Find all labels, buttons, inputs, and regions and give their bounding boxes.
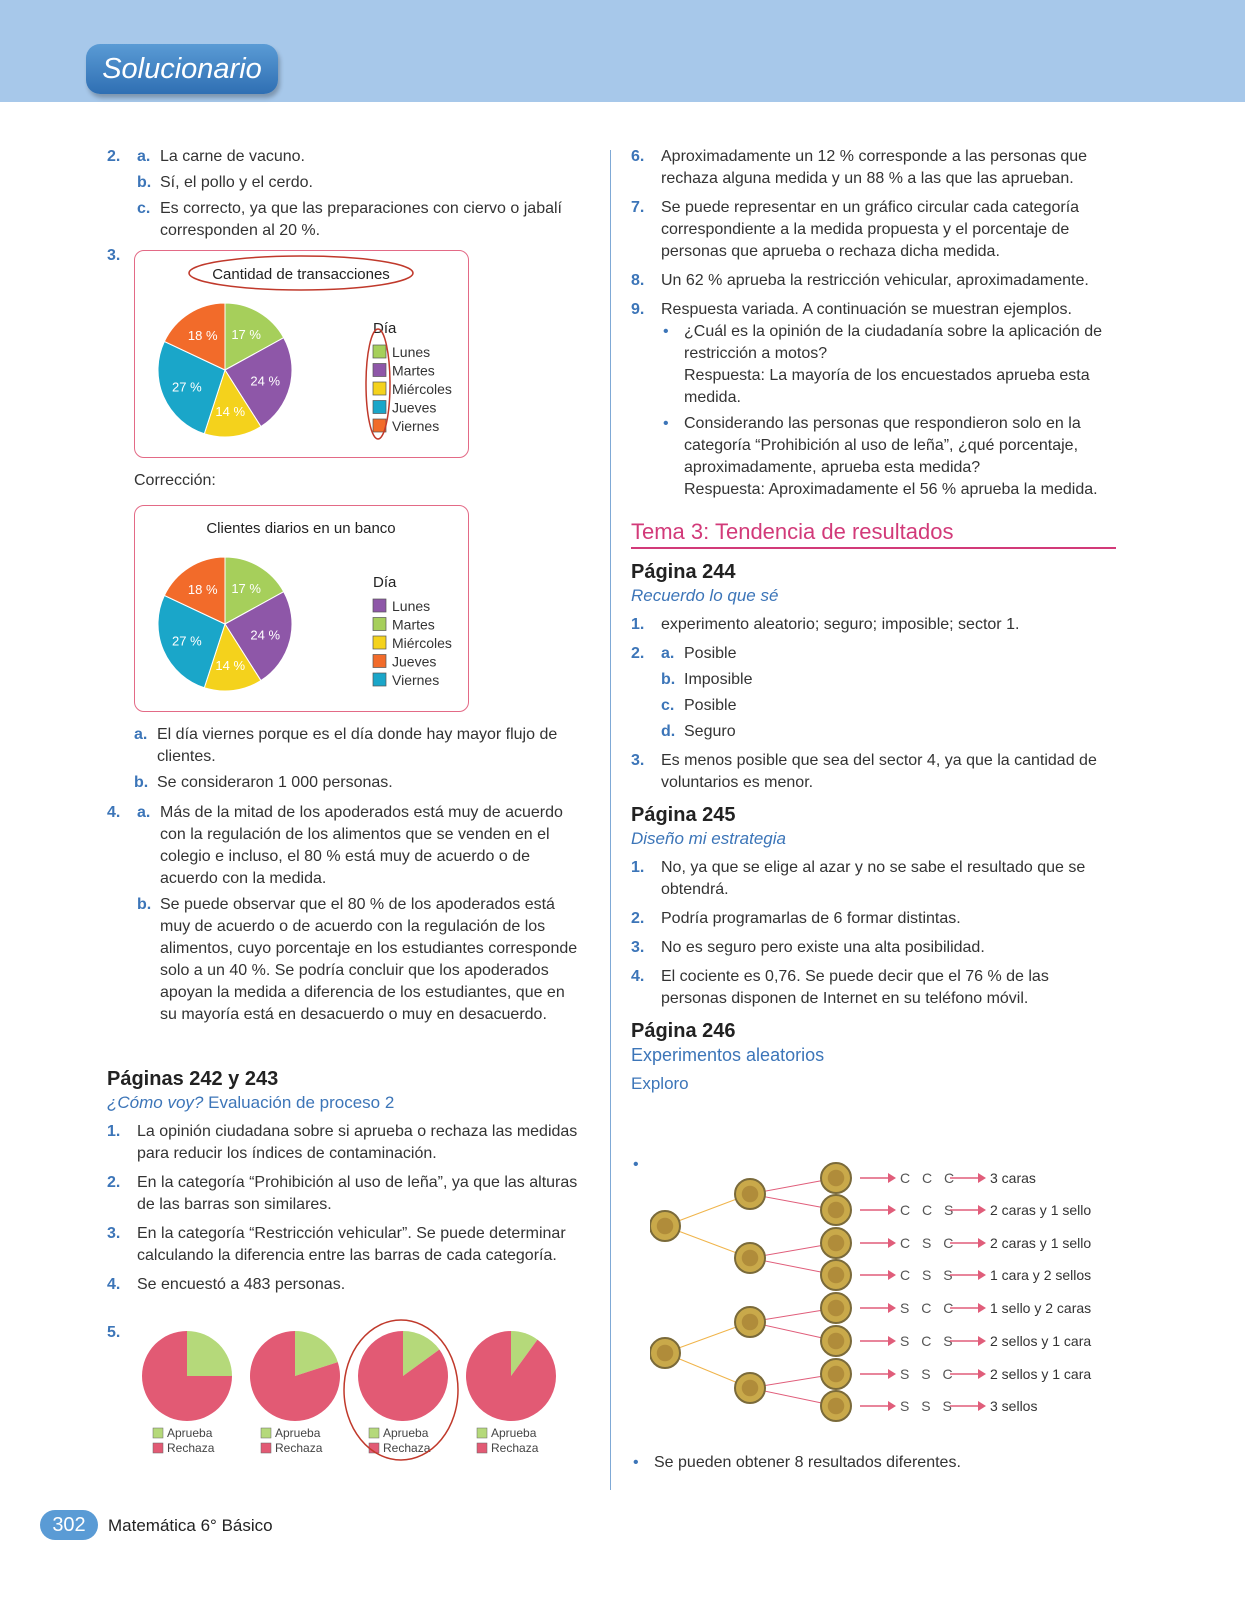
legend-label: Jueves bbox=[392, 653, 437, 670]
tree-result: 2 caras y 1 sello bbox=[990, 1202, 1092, 1218]
coin-center bbox=[828, 1333, 845, 1350]
legend-label: Martes bbox=[392, 616, 435, 633]
tree-sequence: C C S bbox=[900, 1202, 958, 1218]
answer-4a: a. Más de la mitad de los apoderados está muy de acuerdo con la regulación de los alimentos que se venden en el colegio e incluso, el 80 % está muy de acuerdo o de acuerdo con la medida. bbox=[137, 804, 563, 887]
tree-sequence: S C S bbox=[900, 1333, 957, 1349]
page-244-subtitle: Recuerdo lo que sé bbox=[631, 586, 779, 605]
page-244-title: Página 244 bbox=[631, 561, 736, 583]
question-2: 2. a. La carne de vacuno. b. Sí, el pollo y el cerdo. c. Es correcto, ya que las preparaciones con ciervo o jabalí corresponden al 20 %. bbox=[107, 146, 592, 242]
tree-result: 2 sellos y 1 cara bbox=[990, 1366, 1092, 1382]
list-item: 1. No, ya que se elige al azar y no se sabe el resultado que se obtendrá. bbox=[631, 859, 1086, 898]
pie-chart-2 bbox=[135, 506, 468, 711]
list-item: 3. Es menos posible que sea del sector 4, ya que la cantidad de voluntarios es menor. bbox=[631, 752, 1097, 791]
legend-label: Aprueba bbox=[275, 1426, 321, 1440]
list-item: 2. En la categoría “Prohibición al uso de leña”, ya que las alturas de las barras son similares. bbox=[107, 1174, 578, 1213]
answer-3a: a. El día viernes porque es el día donde hay mayor flujo de clientes. bbox=[134, 726, 558, 765]
legend-swatch bbox=[477, 1443, 487, 1453]
arrow-head-icon bbox=[978, 1205, 986, 1215]
legend-swatch bbox=[261, 1443, 271, 1453]
legend-label: Rechaza bbox=[383, 1441, 431, 1455]
page-number: 302 bbox=[40, 1510, 98, 1540]
coin-center bbox=[742, 1186, 759, 1203]
question-5-num: 5. bbox=[107, 1324, 121, 1341]
list-item: 7. Se puede representar en un gráfico circular cada categoría correspondiente a la medida propuesta y el porcentaje de personas que aprueba o rechaza dicha medida. bbox=[631, 199, 1080, 260]
coin-center bbox=[828, 1366, 845, 1383]
tema-title: Tema 3: Tendencia de resultados bbox=[631, 519, 1116, 549]
legend-swatch bbox=[373, 655, 386, 668]
column-divider bbox=[610, 150, 611, 1490]
slice-label: 18 % bbox=[187, 327, 218, 343]
coin-center bbox=[828, 1202, 845, 1219]
legend-label: Aprueba bbox=[167, 1426, 213, 1440]
slice-label: 14 % bbox=[215, 404, 246, 420]
arrow-head-icon bbox=[888, 1173, 896, 1183]
pie-2-slices bbox=[158, 557, 292, 691]
legend-swatch bbox=[373, 345, 386, 358]
section-title: Páginas 242 y 243 bbox=[107, 1068, 279, 1090]
arrow-head-icon bbox=[978, 1369, 986, 1379]
tree-result: 1 cara y 2 sellos bbox=[990, 1267, 1092, 1283]
page-245-subtitle: Diseño mi estrategia bbox=[631, 829, 786, 848]
tree-result: 1 sello y 2 caras bbox=[990, 1300, 1092, 1316]
legend-1 bbox=[373, 344, 452, 434]
arrow-head-icon bbox=[888, 1336, 896, 1346]
coin-center bbox=[742, 1314, 759, 1331]
legend-swatch bbox=[153, 1443, 163, 1453]
footer bbox=[40, 1510, 273, 1540]
slice-label: 17 % bbox=[231, 581, 261, 597]
book-title: Matemática 6° Básico bbox=[108, 1516, 273, 1535]
arrow-head-icon bbox=[978, 1401, 986, 1411]
arrow-head-icon bbox=[888, 1238, 896, 1248]
legend-label: Martes bbox=[392, 362, 435, 379]
slice-label: 24 % bbox=[250, 627, 281, 643]
answer-2a: a. La carne de vacuno. bbox=[137, 148, 305, 165]
question-4: 4. a. Más de la mitad de los apoderados está muy de acuerdo con la regulación de los alimentos que se venden en el colegio e incluso, el 80 % está muy de acuerdo o de acuerdo con la medida. b. Se puede observar que el 80 % de los apoderados está muy de acuerdo o de acuerdo con la regulación de los alimentos, cuyo porcentaje en los estudiantes corresponde solo a un 40 %. Se podría concluir que los apoderados apoyan la medida a diferencia de los estudiantes, que en su mayoría está en desacuerdo o muy en desacuerdo. bbox=[107, 802, 585, 1033]
section-242-243 bbox=[107, 1058, 585, 1303]
legend-label: Aprueba bbox=[383, 1426, 429, 1440]
answer-2c: c. Es correcto, ya que las preparaciones con ciervo o jabalí corresponden al 20 %. bbox=[137, 200, 562, 239]
legend-label: Rechaza bbox=[275, 1441, 323, 1455]
pie-slice bbox=[187, 1331, 232, 1376]
legend-label: Jueves bbox=[392, 399, 437, 416]
coin-center bbox=[657, 1218, 674, 1235]
section-subtitle: ¿Cómo voy? Evaluación de proceso 2 bbox=[107, 1093, 395, 1112]
list-item: 9. Respuesta variada. A continuación se muestran ejemplos. • ¿Cuál es la opinión de la ciudadanía sobre la aplicación de restricción a motos? Respuesta: La mayoría de los encuestados aprueba esta medida. • Considerando las personas que respondieron solo en la categoría “Prohibición al uso de leña”, ¿qué porcentaje, aproximadamente, aprueba esta medida? Respuesta: Aproximadamente el 56 % aprueba la medida. bbox=[631, 299, 1116, 501]
slice-label: 14 % bbox=[215, 658, 246, 674]
answer-3b: b. Se consideraron 1 000 personas. bbox=[134, 774, 393, 791]
list-item: 1. La opinión ciudadana sobre si aprueba o rechaza las medidas para reducir los índices de contaminación. bbox=[107, 1123, 578, 1162]
legend-2 bbox=[373, 598, 452, 688]
chart-transacciones bbox=[134, 250, 469, 458]
arrow-head-icon bbox=[888, 1303, 896, 1313]
coin-tree-diagram bbox=[650, 1158, 1120, 1443]
chart-1-legend-title: Día bbox=[373, 320, 397, 337]
page-245-title: Página 245 bbox=[631, 804, 736, 826]
legend-swatch bbox=[373, 382, 386, 395]
tree-sequence: C S C bbox=[900, 1235, 958, 1251]
list-item: 3. En la categoría “Restricción vehicular”. Se puede determinar calculando la diferencia entre las barras de cada categoría. bbox=[107, 1225, 566, 1264]
tree-sequence: S C C bbox=[900, 1300, 958, 1316]
slice-label: 17 % bbox=[231, 327, 261, 343]
coin-center bbox=[828, 1170, 845, 1187]
solucionario-tab: Solucionario bbox=[86, 44, 278, 94]
list-item: 4. El cociente es 0,76. Se puede decir que el 76 % de las personas disponen de Internet en su teléfono móvil. bbox=[631, 968, 1049, 1007]
bullet-2: • Considerando las personas que respondieron solo en la categoría “Prohibición al uso de leña”, ¿qué porcentaje, aproximadamente, aprueba esta medida? Respuesta: Aproximadamente el 56 % aprueba la medida. bbox=[661, 413, 1116, 501]
legend-swatch bbox=[477, 1428, 487, 1438]
chart-clientes bbox=[134, 505, 469, 712]
arrow-head-icon bbox=[888, 1401, 896, 1411]
list-item: 3. No es seguro pero existe una alta posibilidad. bbox=[631, 939, 985, 956]
legend-swatch bbox=[261, 1428, 271, 1438]
coin-center bbox=[742, 1380, 759, 1397]
answer-4b: b. Se puede observar que el 80 % de los apoderados está muy de acuerdo o de acuerdo con la regulación de los alimentos, cuyo porcentaje en los estudiantes corresponde solo a un 40 %. Se podría concluir que los apoderados apoyan la medida a diferencia de los estudiantes, que en su mayoría está en desacuerdo o muy en desacuerdo. bbox=[137, 896, 578, 1023]
coin-center bbox=[657, 1345, 674, 1362]
arrow-head-icon bbox=[978, 1303, 986, 1313]
coin-center bbox=[828, 1300, 845, 1317]
list-item: 2. a. Posible b. Imposible c. Posible d. Seguro bbox=[631, 645, 753, 740]
arrow-head-icon bbox=[978, 1173, 986, 1183]
coin-center bbox=[828, 1398, 845, 1415]
legend-label: Aprueba bbox=[491, 1426, 537, 1440]
legend-label: Miércoles bbox=[392, 635, 452, 651]
list-item: 4. Se encuestó a 483 personas. bbox=[107, 1276, 346, 1293]
arrow-head-icon bbox=[888, 1205, 896, 1215]
bullet-1: • ¿Cuál es la opinión de la ciudadanía sobre la aplicación de restricción a motos? Respuesta: La mayoría de los encuestados aprueba esta medida. bbox=[661, 321, 1116, 409]
slice-label: 27 % bbox=[172, 633, 202, 649]
legend-swatch bbox=[373, 599, 386, 612]
right-column bbox=[631, 146, 1116, 1102]
tree-result: 2 sellos y 1 cara bbox=[990, 1333, 1092, 1349]
tree-bullet: • bbox=[633, 1156, 639, 1173]
legend-swatch bbox=[373, 636, 386, 649]
tree-sequence: C S S bbox=[900, 1267, 957, 1283]
tree-sequence: C C C bbox=[900, 1170, 959, 1186]
legend-swatch bbox=[369, 1428, 379, 1438]
legend-swatch bbox=[373, 401, 386, 414]
arrow-head-icon bbox=[888, 1369, 896, 1379]
list-item: 1. experimento aleatorio; seguro; imposible; sector 1. bbox=[631, 616, 1020, 633]
list-item: 2. Podría programarlas de 6 formar distintas. bbox=[631, 910, 961, 927]
legend-label: Lunes bbox=[392, 598, 431, 614]
tree-result: 2 caras y 1 sello bbox=[990, 1235, 1092, 1251]
arrow-head-icon bbox=[978, 1238, 986, 1248]
tree-result: 3 sellos bbox=[990, 1398, 1038, 1414]
arrow-head-icon bbox=[888, 1270, 896, 1280]
page-246-subtitle-2: Exploro bbox=[631, 1074, 689, 1093]
chart-2-legend-title: Día bbox=[373, 574, 397, 591]
legend-label: Viernes bbox=[392, 418, 440, 434]
coin-center bbox=[742, 1250, 759, 1267]
page-246-title: Página 246 bbox=[631, 1020, 736, 1042]
slice-label: 18 % bbox=[187, 581, 218, 597]
list-item: 8. Un 62 % aprueba la restricción vehicular, aproximadamente. bbox=[631, 272, 1089, 289]
pie-1-slices bbox=[158, 303, 292, 437]
legend-swatch bbox=[373, 673, 386, 686]
arrow-head-icon bbox=[978, 1270, 986, 1280]
legend-label: Rechaza bbox=[167, 1441, 215, 1455]
left-column bbox=[107, 146, 592, 249]
question-3-num: 3. bbox=[107, 247, 121, 264]
coin-center bbox=[828, 1267, 845, 1284]
tree-result: 3 caras bbox=[990, 1170, 1036, 1186]
tree-sequence: S S C bbox=[900, 1366, 957, 1382]
legend-label: Viernes bbox=[392, 672, 440, 688]
q3-answers bbox=[134, 724, 584, 798]
chart-1-title: Cantidad de transacciones bbox=[212, 266, 390, 283]
coin-center bbox=[828, 1235, 845, 1252]
answer-2b: b. Sí, el pollo y el cerdo. bbox=[137, 174, 313, 191]
arrow-head-icon bbox=[978, 1336, 986, 1346]
tree-sequence: S S S bbox=[900, 1398, 956, 1414]
slice-label: 27 % bbox=[172, 379, 202, 395]
page-246-subtitle: Experimentos aleatorios bbox=[631, 1045, 825, 1065]
slice-label: 24 % bbox=[250, 373, 281, 389]
legend-label: Rechaza bbox=[491, 1441, 539, 1455]
pie-slice bbox=[466, 1331, 556, 1421]
legend-label: Lunes bbox=[392, 344, 431, 360]
correccion-label: Corrección: bbox=[134, 472, 216, 489]
small-pies bbox=[135, 1318, 575, 1468]
legend-swatch bbox=[373, 364, 386, 377]
final-bullet: • Se pueden obtener 8 resultados diferentes. bbox=[631, 1452, 1111, 1478]
list-item: 6. Aproximadamente un 12 % corresponde a las personas que rechaza alguna medida y un 88 % a las que las aprueban. bbox=[631, 148, 1088, 187]
legend-swatch bbox=[373, 618, 386, 631]
legend-label: Miércoles bbox=[392, 381, 452, 397]
legend-swatch bbox=[153, 1428, 163, 1438]
pie-chart-1 bbox=[135, 251, 468, 457]
chart-2-title: Clientes diarios en un banco bbox=[206, 520, 396, 537]
